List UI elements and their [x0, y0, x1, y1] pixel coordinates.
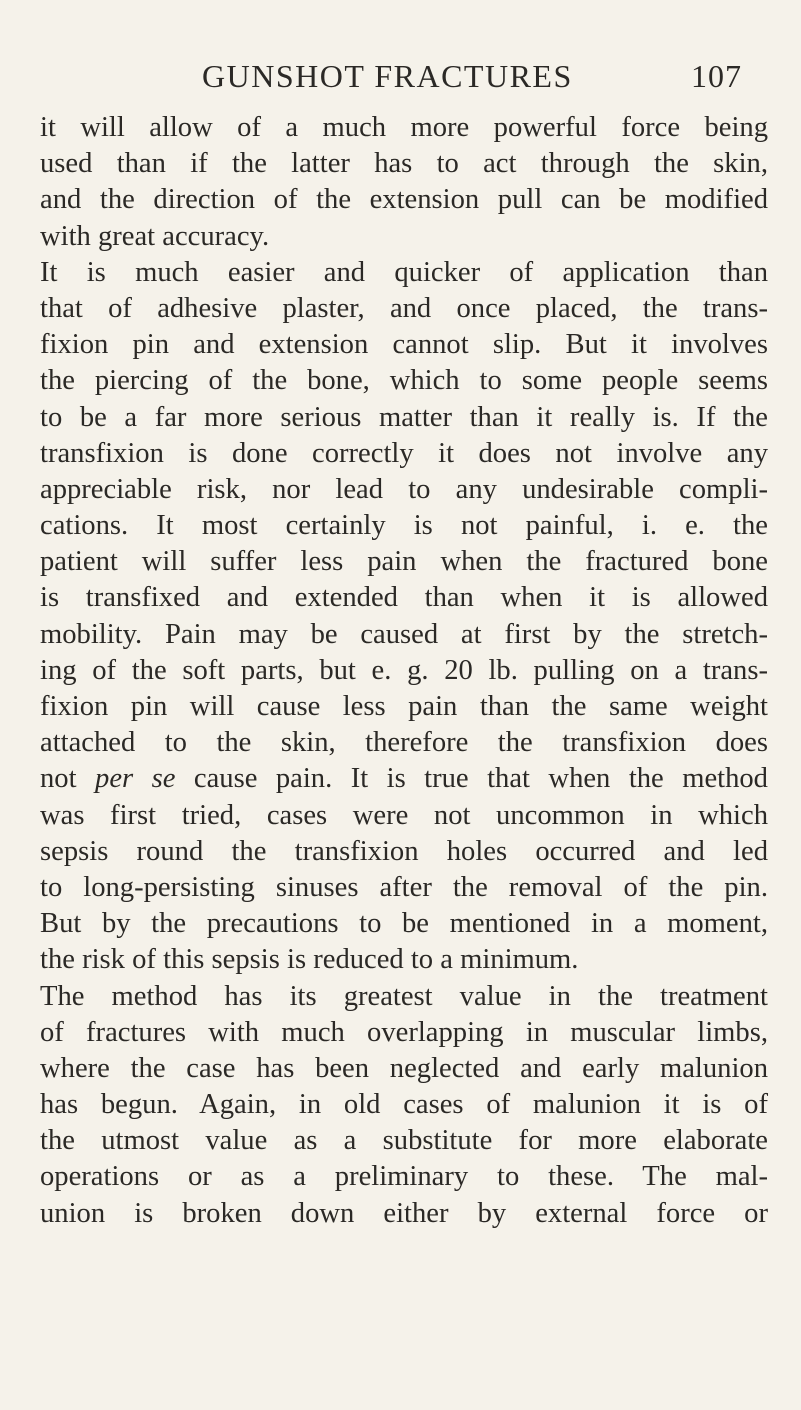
- text-line: fixion pin will cause less pain than the same weight: [40, 691, 768, 722]
- body-text: [40, 110, 768, 1232]
- text-line: But by the precautions to be mentioned in a moment,: [40, 908, 768, 940]
- text-line: where the case has been neglected and early malunion: [40, 1052, 768, 1084]
- text-line: transfixion is done correctly it does not involve any: [40, 437, 768, 469]
- text-line: the piercing of the bone, which to some people seems: [40, 365, 768, 397]
- running-head: [0, 58, 801, 98]
- text-line: is transfixed and extended than when it is allowed: [40, 582, 768, 614]
- italic-phrase: per se: [95, 763, 176, 795]
- text-line: used than if the latter has to act through the skin,: [40, 148, 768, 180]
- line-prefix: not: [40, 763, 77, 795]
- page-number: 107: [691, 58, 742, 94]
- text-line: it will allow of a much more powerful force being: [40, 112, 768, 143]
- text-line: the utmost value as a substitute for more elaborate: [40, 1125, 768, 1157]
- text-line: operations or as a preliminary to these. The mal-: [40, 1161, 768, 1193]
- text-line: ing of the soft parts, but e. g. 20 lb. pulling on a trans-: [40, 654, 768, 686]
- text-line: fixion pin and extension cannot slip. But it involves: [40, 329, 768, 361]
- text-line: to long-persisting sinuses after the removal of the pin.: [40, 871, 768, 903]
- line-remainder: cause pain. It is true that when the method: [193, 763, 768, 795]
- running-title: GUNSHOT FRACTURES: [202, 58, 573, 94]
- text-line-with-italic: [40, 761, 768, 797]
- text-line: that of adhesive plaster, and once placed, the trans-: [40, 292, 768, 324]
- text-line: It is much easier and quicker of application than: [40, 256, 768, 288]
- text-line: cations. It most certainly is not painful, i. e. the: [40, 510, 768, 542]
- text-line: has begun. Again, in old cases of malunion it is of: [40, 1089, 768, 1121]
- text-line: to be a far more serious matter than it really is. If the: [40, 401, 768, 433]
- text-line: of fractures with much overlapping in muscular limbs,: [40, 1016, 768, 1048]
- text-line: was first tried, cases were not uncommon in which: [40, 799, 768, 831]
- text-line: mobility. Pain may be caused at first by the stretch-: [40, 618, 768, 650]
- text-line: union is broken down either by external force or: [40, 1197, 768, 1229]
- text-line: and the direction of the extension pull can be modified: [40, 184, 768, 216]
- text-line: patient will suffer less pain when the fractured bone: [40, 546, 768, 578]
- text-line: The method has its greatest value in the treatment: [40, 980, 768, 1012]
- text-line: sepsis round the transfixion holes occurred and led: [40, 835, 768, 867]
- text-line: with great accuracy.: [40, 220, 270, 252]
- text-line: appreciable risk, nor lead to any undesirable compli-: [40, 473, 768, 505]
- text-line: attached to the skin, therefore the transfixion does: [40, 727, 768, 759]
- text-line: the risk of this sepsis is reduced to a minimum.: [40, 944, 579, 976]
